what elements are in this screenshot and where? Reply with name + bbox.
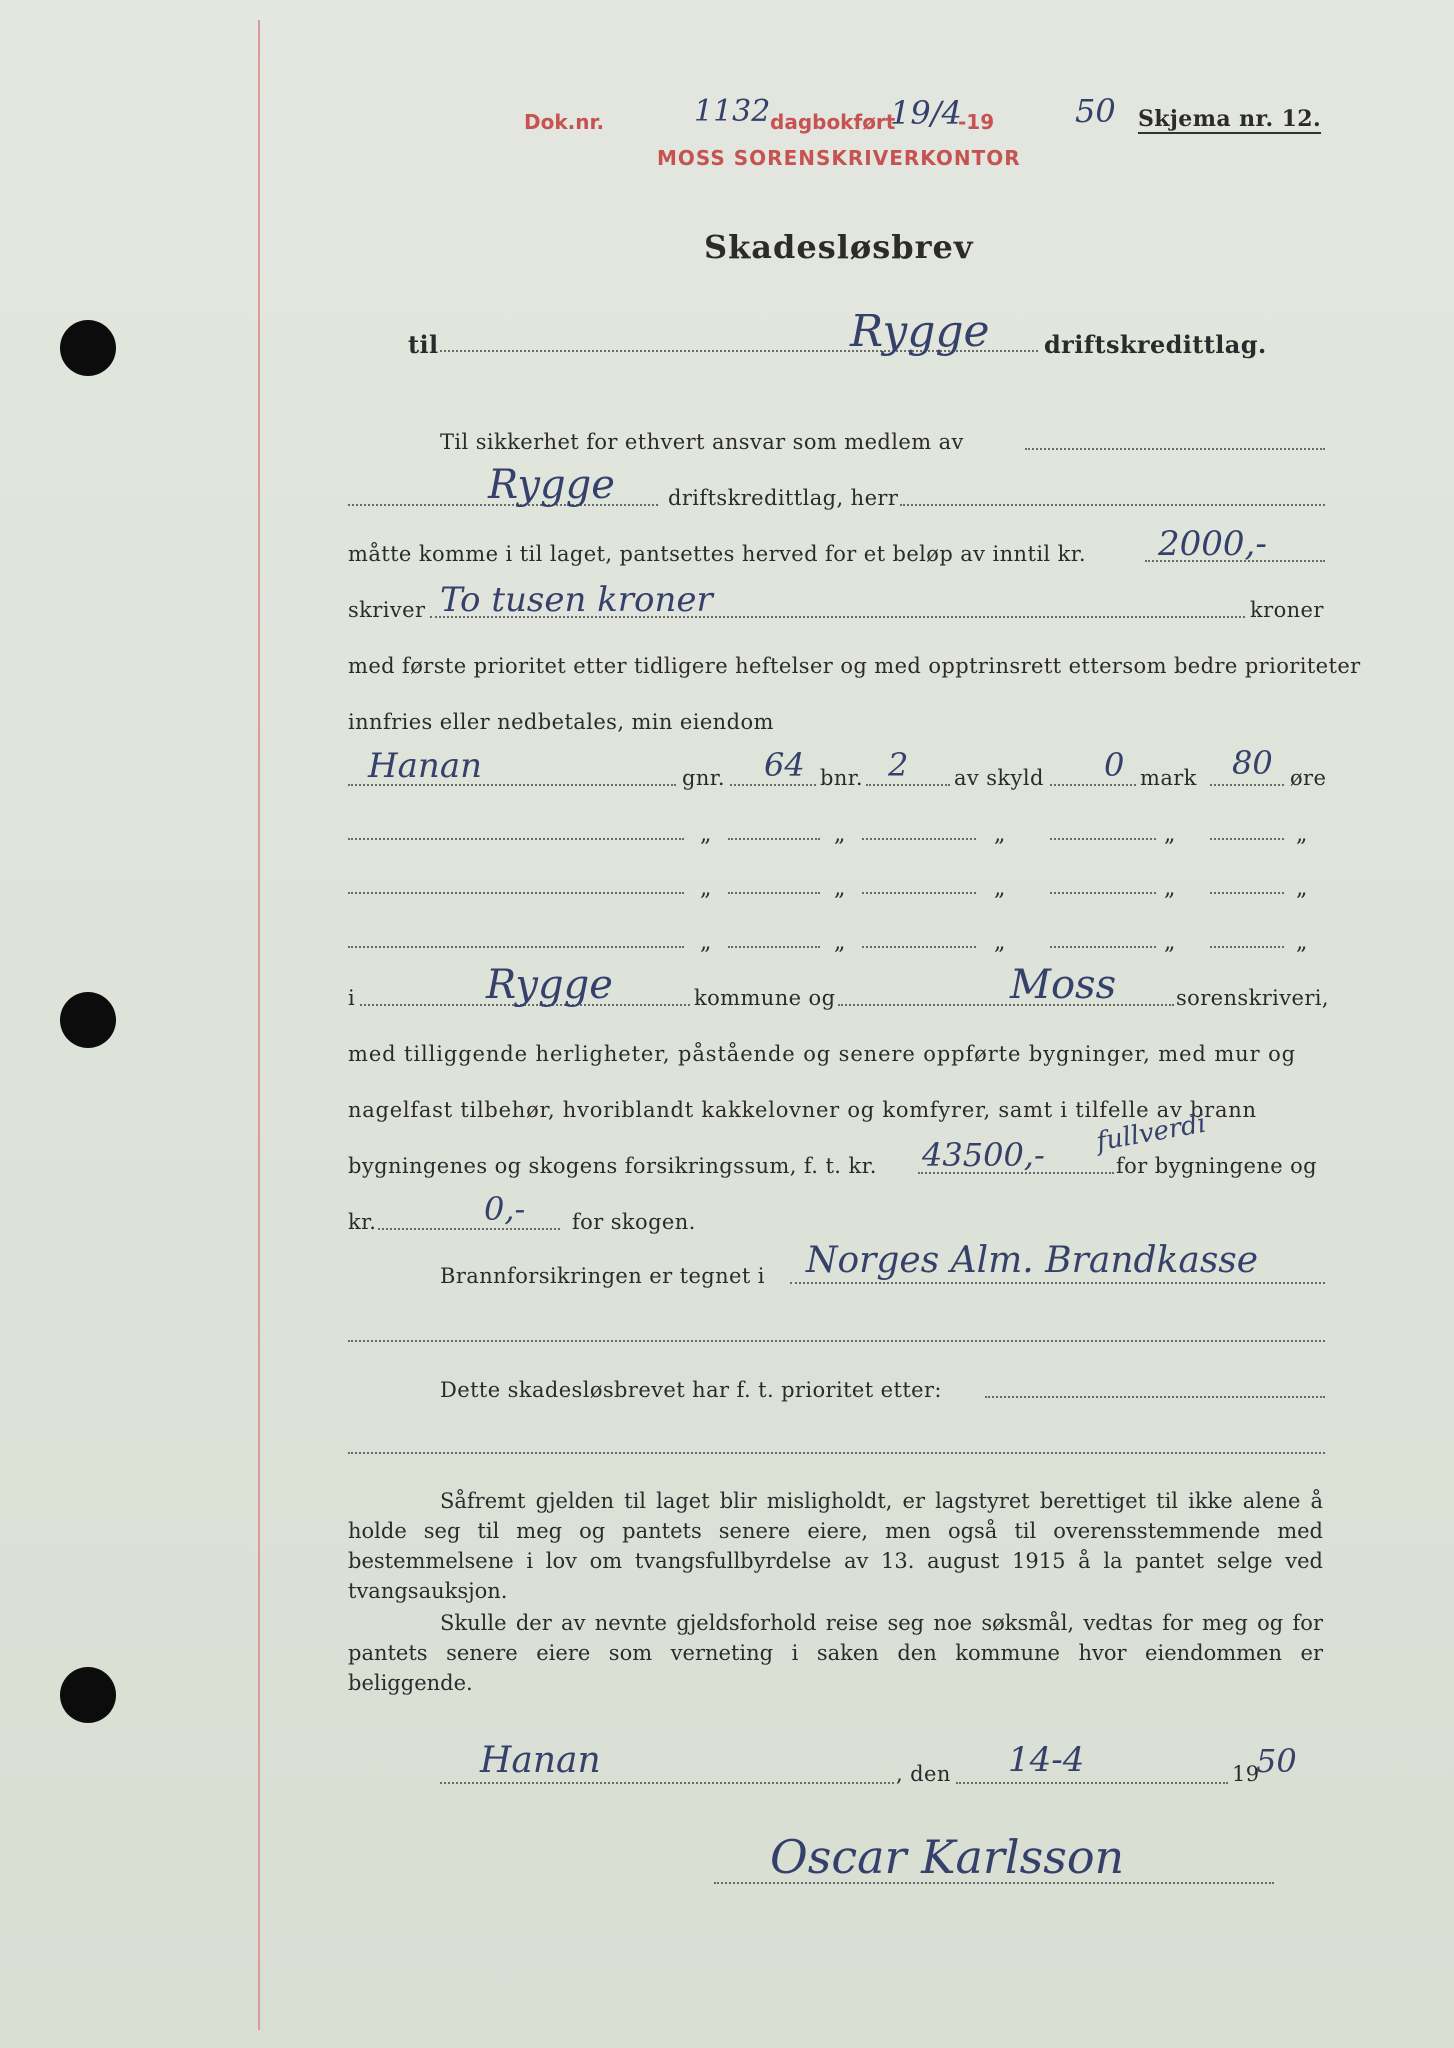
kr-label: kr.	[348, 1210, 377, 1234]
skog-dotline	[378, 1228, 560, 1230]
skog-value: 0,-	[484, 1190, 526, 1228]
ore-label: øre	[1290, 766, 1327, 790]
signature-year-prefix: 19	[1232, 1762, 1260, 1786]
til-suffix: driftskredittlag.	[1044, 330, 1267, 359]
ditto-dotline	[1210, 892, 1284, 894]
ditto-mark: „	[834, 876, 846, 901]
skyld-dotline	[1050, 784, 1136, 786]
signature-name: Oscar Karlsson	[770, 1830, 1125, 1884]
ditto-mark: „	[700, 822, 712, 847]
bnr-dotline	[866, 784, 950, 786]
year-suffix: 50	[1075, 92, 1116, 130]
sorenskriveri-value: Moss	[1010, 962, 1117, 1008]
ditto-dotline	[1210, 946, 1284, 948]
ditto-mark: „	[1296, 930, 1308, 955]
dagbok-date: 19/4	[890, 94, 962, 132]
ditto-mark: „	[994, 930, 1006, 955]
ditto-dotline	[862, 892, 976, 894]
document-title: Skadesløsbrev	[704, 228, 974, 266]
signature-year-suffix: 50	[1256, 1742, 1297, 1780]
insurance-value: 43500,-	[922, 1136, 1045, 1174]
prioritet-label: Dette skadesløsbrevet har f. t. prioritet etter:	[440, 1378, 942, 1402]
ditto-dotline	[728, 838, 820, 840]
kommune-value: Rygge	[486, 962, 613, 1008]
ditto-mark: „	[1164, 930, 1176, 955]
skyld-label: av skyld	[954, 766, 1044, 790]
ditto-mark: „	[834, 930, 846, 955]
brann-dotline	[790, 1282, 1325, 1284]
ditto-dotline	[348, 838, 684, 840]
ore-dotline	[1210, 784, 1284, 786]
dok-number: 1132	[694, 94, 771, 129]
intro-line1: Til sikkerhet for ethvert ansvar som medlem av	[440, 430, 964, 454]
intro-line3: måtte komme i til laget, pantsettes herved for et beløp av inntil kr.	[348, 542, 1086, 566]
prioritet-dotline-2	[348, 1452, 1325, 1454]
brann-label: Brannforsikringen er tegnet i	[440, 1264, 765, 1288]
body-line3b: for bygningene og	[1116, 1154, 1318, 1178]
ditto-dotline	[862, 838, 976, 840]
stamp-dagbokfort-label: dagbokført	[770, 110, 896, 134]
body-line1: med tilliggende herligheter, påstående og senere oppførte bygninger, med mur og	[348, 1042, 1296, 1066]
signature-place: Hanan	[480, 1740, 601, 1781]
property-name: Hanan	[368, 746, 482, 786]
ditto-dotline	[1050, 838, 1156, 840]
fullverdi-note: fullverdi	[1094, 1108, 1209, 1158]
til-value: Rygge	[850, 306, 990, 357]
ditto-mark: „	[994, 822, 1006, 847]
stamp-office: MOSS SORENSKRIVERKONTOR	[657, 146, 1021, 170]
gnr-label: gnr.	[682, 766, 725, 790]
sorenskriveri-label: sorenskriveri,	[1176, 986, 1329, 1010]
intro-line2-value: Rygge	[488, 462, 615, 508]
skriver-value: To tusen kroner	[440, 580, 713, 620]
i-label: i	[348, 986, 356, 1010]
punch-hole-top	[60, 320, 116, 376]
ore-value: 80	[1232, 744, 1273, 782]
punch-hole-bottom	[60, 1667, 116, 1723]
intro-dotline1	[1025, 448, 1325, 450]
til-label: til	[408, 330, 439, 359]
schema-number: Skjema nr. 12.	[1138, 106, 1322, 132]
ditto-mark: „	[994, 876, 1006, 901]
paragraph-venue: Skulle der av nevnte gjeldsforhold reise seg noe søksmål, vedtas for meg og for pantets senere eiere som verneting i saken den kommune hvor eiendommen er beliggende.	[348, 1611, 1323, 1695]
kroner-label: kroner	[1250, 598, 1324, 622]
margin-line	[258, 20, 260, 2030]
intro-dotline3	[900, 504, 1325, 506]
den-label: , den	[896, 1762, 951, 1786]
stamp-dok-label: Dok.nr.	[524, 110, 605, 134]
ditto-mark: „	[834, 822, 846, 847]
ditto-mark: „	[1296, 876, 1308, 901]
ditto-dotline	[1050, 946, 1156, 948]
ditto-mark: „	[1296, 822, 1308, 847]
ditto-mark: „	[1164, 822, 1176, 847]
paragraph-default: Såfremt gjelden til laget blir misligholdt, er lagstyret berettiget til ikke alene å holde seg til meg og pantets senere eiere, men også til overensstemmende med bestemmelsene i lov om tvangsfullbyrdelse av 13. august 1915 å la pantet selge ved tvangsauksjon.	[348, 1489, 1323, 1603]
kommune-label: kommune og	[694, 986, 836, 1010]
gnr-dotline	[730, 784, 816, 786]
mark-label: mark	[1140, 766, 1197, 790]
date-dotline	[956, 1782, 1228, 1784]
ditto-dotline	[728, 892, 820, 894]
skriver-label: skriver	[348, 598, 426, 622]
ditto-dotline	[728, 946, 820, 948]
place-dotline	[440, 1782, 894, 1784]
punch-hole-middle	[60, 992, 116, 1048]
intro-line2-text: driftskredittlag, herr	[668, 486, 899, 510]
ditto-mark: „	[1164, 876, 1176, 901]
ditto-dotline	[348, 946, 684, 948]
ditto-mark: „	[700, 930, 712, 955]
body-line2: nagelfast tilbehør, hvoriblandt kakkelovner og komfyrer, samt i tilfelle av brann	[348, 1098, 1257, 1122]
ditto-dotline	[862, 946, 976, 948]
skog-label: for skogen.	[572, 1210, 696, 1234]
brann-value: Norges Alm. Brandkasse	[806, 1240, 1259, 1281]
ditto-dotline	[1210, 838, 1284, 840]
gnr-value: 64	[764, 746, 805, 784]
brann-dotline-2	[348, 1340, 1325, 1342]
intro-line5: med første prioritet etter tidligere heftelser og med opptrinsrett ettersom bedre prioriteter	[348, 654, 1361, 678]
bnr-label: bnr.	[820, 766, 863, 790]
year-prefix: -19	[958, 110, 995, 134]
ditto-dotline	[1050, 892, 1156, 894]
intro-line6: innfries eller nedbetales, min eiendom	[348, 710, 774, 734]
sorenskriveri-dotline	[838, 1004, 1174, 1006]
skyld-value: 0	[1104, 746, 1125, 784]
prioritet-dotline	[985, 1396, 1325, 1398]
ditto-dotline	[348, 892, 684, 894]
ditto-mark: „	[700, 876, 712, 901]
signature-date: 14-4	[1008, 1740, 1085, 1780]
body-line3a: bygningenes og skogens forsikringssum, f. t. kr.	[348, 1154, 877, 1178]
amount-value: 2000,-	[1158, 524, 1267, 564]
bnr-value: 2	[888, 746, 909, 784]
